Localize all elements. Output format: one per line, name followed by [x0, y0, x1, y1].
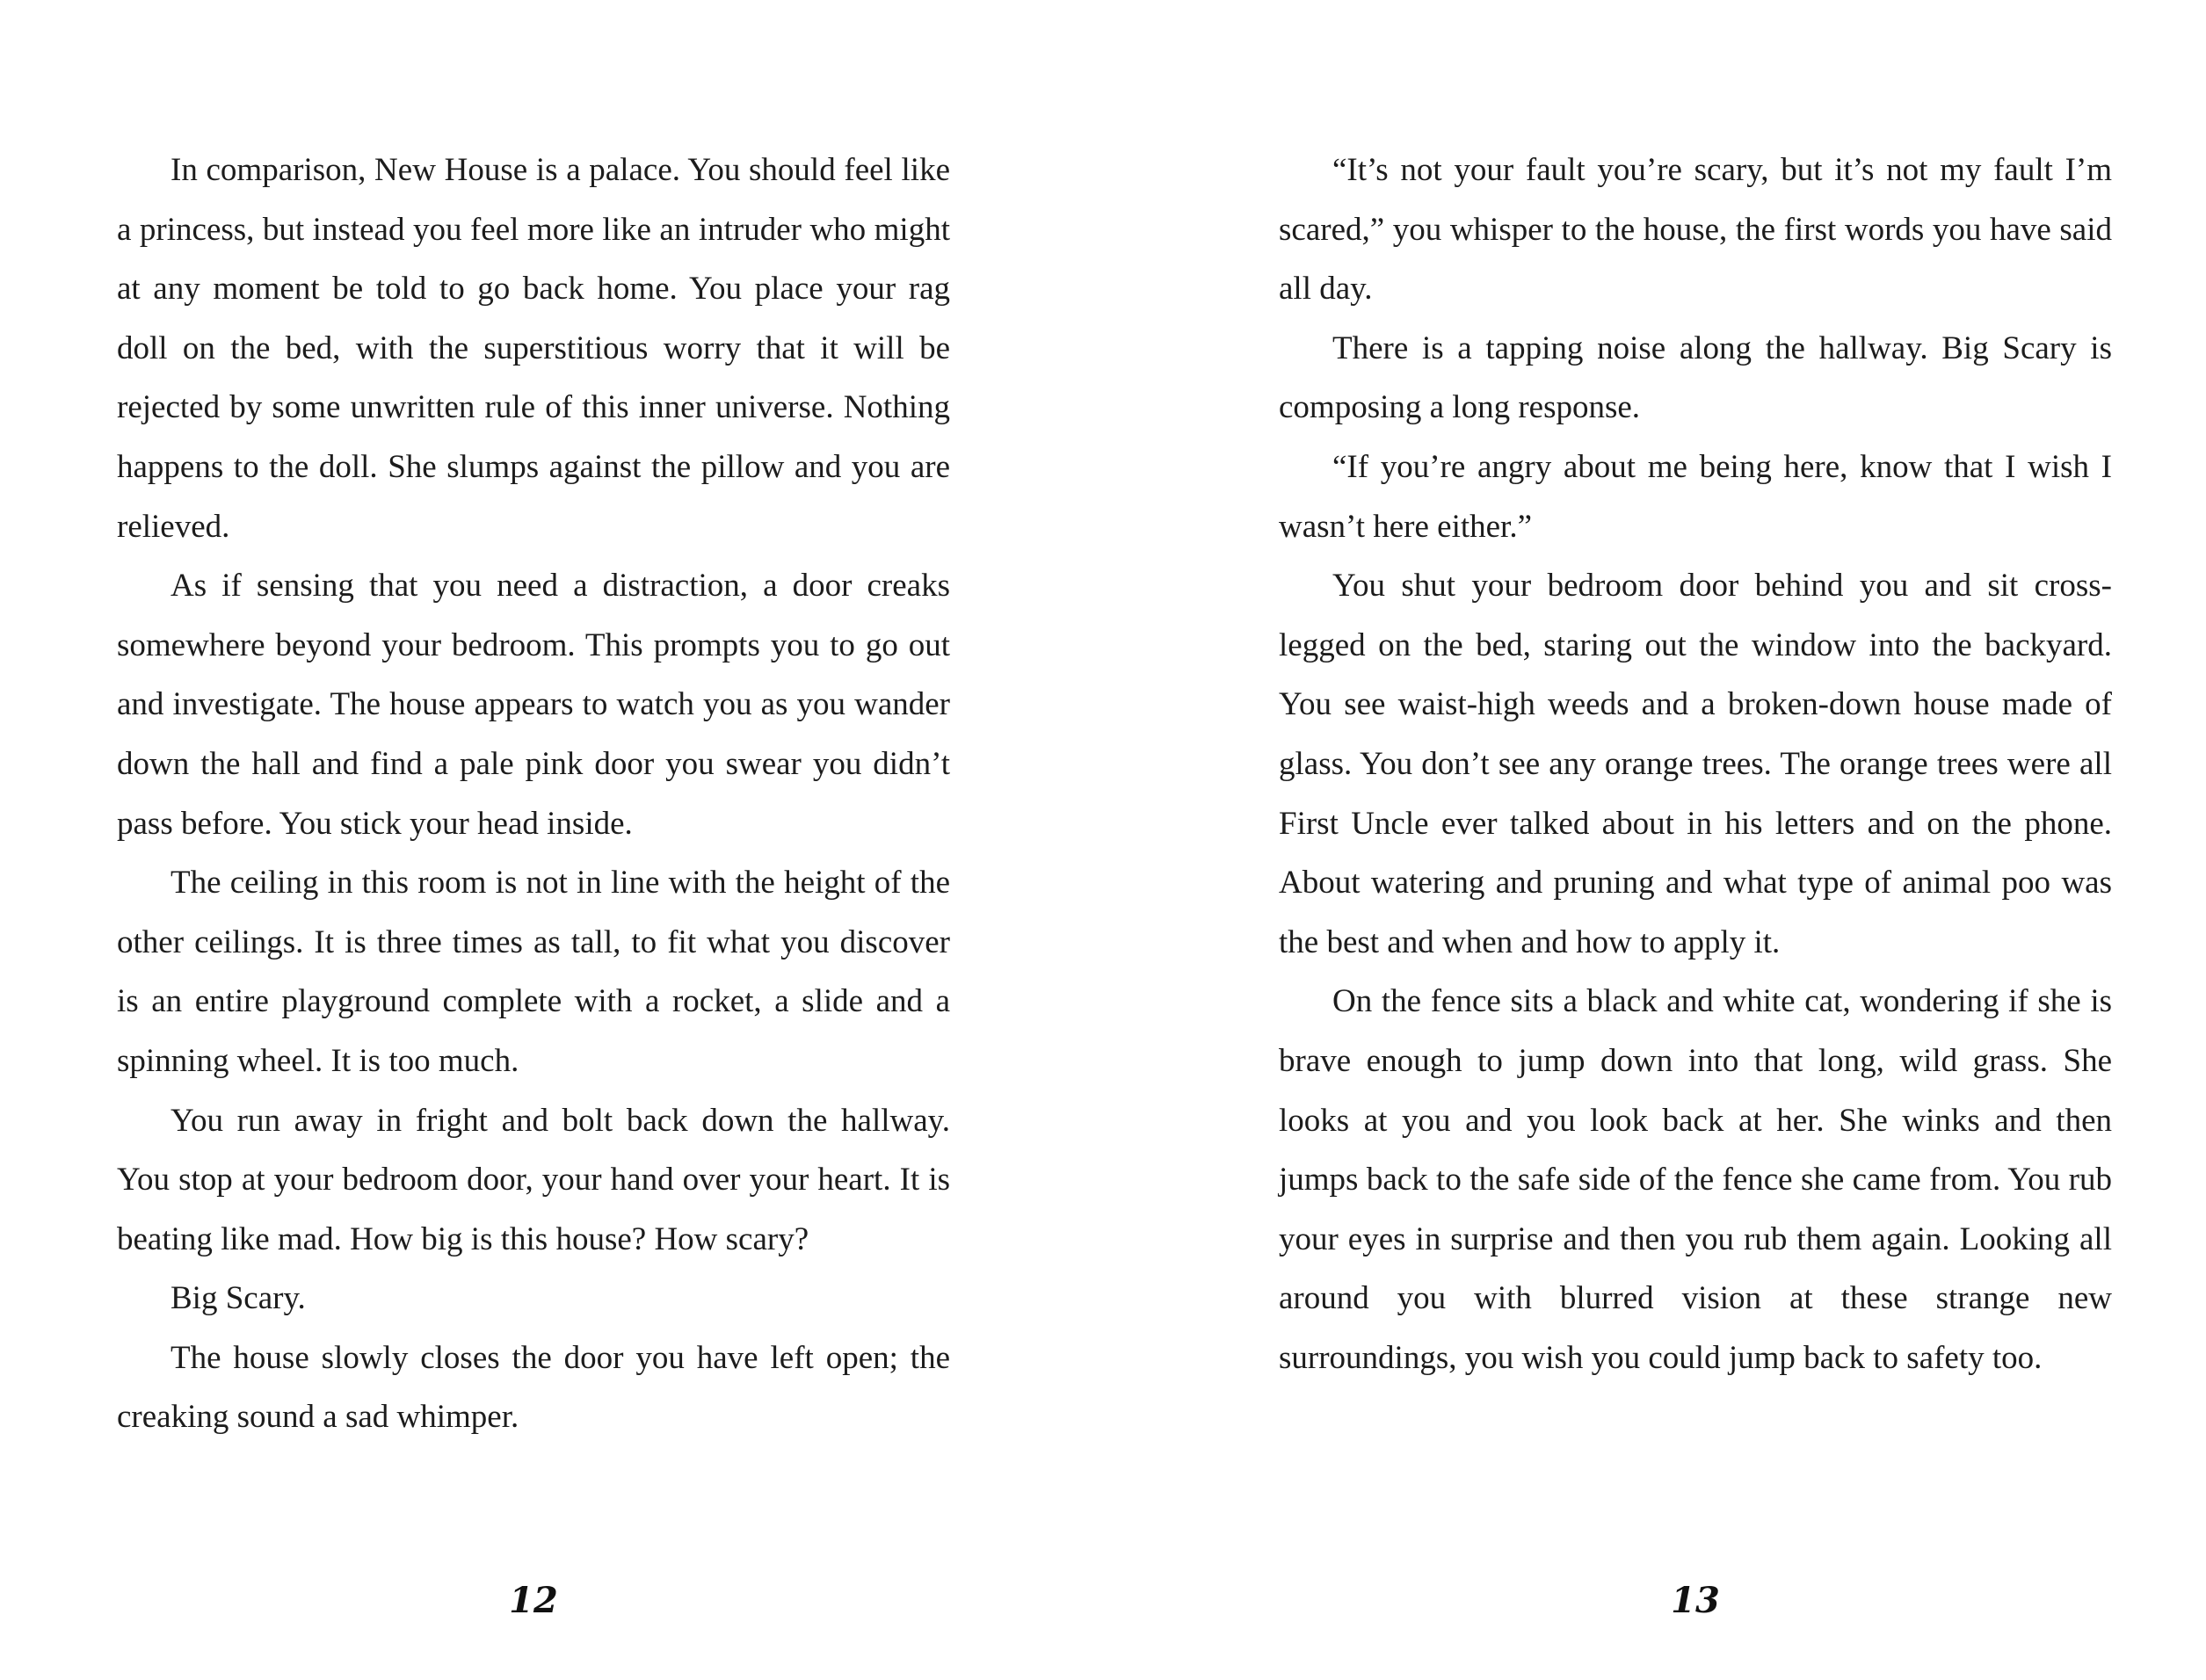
left-page	[117, 141, 950, 1621]
paragraph: You shut your bedroom door behind you and sit cross-legged on the bed, staring out the window into the backyard. You see waist-high weeds and a broken-down house made of glass. You don’t see any orange trees. The orange trees were all First Uncle ever talked about in his letters and on the phone. About watering and pruning and what type of animal poo was the best and when and how to apply it.	[1279, 568, 2112, 960]
left-page-body	[117, 141, 950, 1447]
paragraph: In comparison, New House is a palace. You should feel like a princess, but instead you feel more like an intruder who might at any moment be told to go back home. You place your rag doll on the bed, with the superstitious worry that it will be rejected by some unwritten rule of this inner universe. Nothing happens to the doll. She slumps against the pillow and you are relieved.	[117, 152, 950, 545]
paragraph: You run away in fright and bolt back down the hallway. You stop at your bedroom door, your hand over your heart. It is beating like mad. How big is this house? How scary?	[117, 1102, 950, 1257]
paragraph: There is a tapping noise along the hallway. Big Scary is composing a long response.	[1279, 329, 2112, 426]
right-page	[1279, 141, 2112, 1621]
paragraph: On the fence sits a black and white cat, wondering if she is brave enough to jump down into that long, wild grass. She looks at you and you look back at her. She winks and then jumps back to the safe side of the fence she came from. You rub your eyes in surprise and then you rub them again. Looking all around you with blurred vision at these strange new surroundings, you wish you could jump back to safety too.	[1279, 983, 2112, 1376]
paragraph: The ceiling in this room is not in line with the height of the other ceilings. It is three times as tall, to fit what you discover is an entire playground complete with a rocket, a slide and a spinning wheel. It is too much.	[117, 865, 950, 1079]
page-number-right: 13	[1671, 1580, 1720, 1621]
right-page-body	[1279, 141, 2112, 1387]
paragraph: “It’s not your fault you’re scary, but it’s not my fault I’m scared,” you whisper to the house, the first words you have said all day.	[1279, 152, 2112, 308]
paragraph: As if sensing that you need a distraction, a door creaks somewhere beyond your bedroom. This prompts you to go out and investigate. The house appears to watch you as you wander down the hall and find a pale pink door you swear you didn’t pass before. You stick your head inside.	[117, 568, 950, 842]
paragraph: Big Scary.	[171, 1280, 306, 1317]
page-number-left: 12	[509, 1580, 558, 1621]
paragraph: The house slowly closes the door you have left open; the creaking sound a sad whimper.	[117, 1339, 950, 1436]
paragraph: “If you’re angry about me being here, know that I wish I wasn’t here either.”	[1279, 448, 2112, 545]
